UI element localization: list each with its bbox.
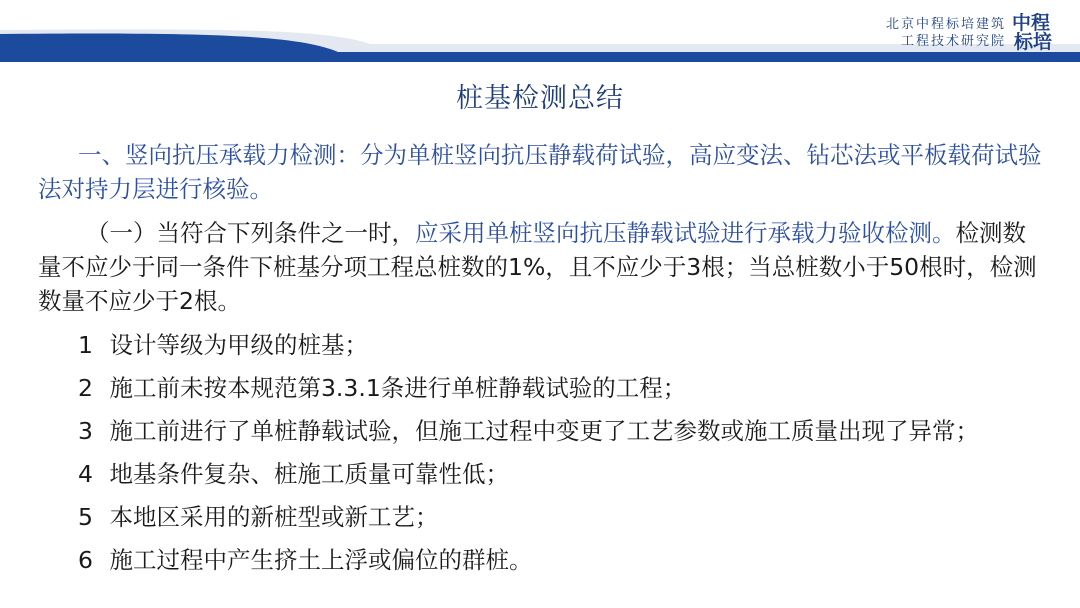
list-item-text: 施工过程中产生挤土上浮或偏位的群桩。 (109, 546, 533, 574)
slide-title: 桩基检测总结 (456, 83, 624, 114)
list-item-number: 2 (78, 374, 93, 402)
header-band (0, 0, 1080, 62)
list-item-number: 1 (78, 331, 93, 359)
list-item-text: 本地区采用的新桩型或新工艺； (109, 503, 439, 531)
org-name-line2: 工程技术研究院 (900, 34, 1006, 49)
list-item-text: 设计等级为甲级的桩基； (109, 331, 368, 359)
org-logo (1012, 14, 1052, 52)
list-item (78, 457, 1048, 491)
paragraph-conditions (38, 216, 1048, 318)
logo-text-bottom: 标培 (1014, 31, 1053, 53)
list-item-number: 3 (78, 417, 93, 445)
conditions-prefix: （一）当符合下列条件之一时， (86, 219, 415, 247)
list-item-number: 4 (78, 460, 93, 488)
list-item-text: 施工前进行了单桩静载试验，但施工过程中变更了工艺参数或施工质量出现了异常； (109, 417, 979, 445)
slide-content (38, 138, 1048, 586)
list-item (78, 328, 1048, 362)
conditions-rest: 检测数量不应少于同一条件下桩基分项工程总桩数的1%，且不应少于3根；当总桩数小于50根时，检测数量不应少于2根。 (38, 219, 1037, 315)
list-item (78, 371, 1048, 405)
list-item-text: 施工前未按本规范第3.3.1条进行单桩静载试验的工程； (109, 374, 687, 402)
org-block (886, 14, 1052, 52)
list-item (78, 414, 1048, 448)
list-item-text: 地基条件复杂、桩施工质量可靠性低； (109, 460, 509, 488)
list-item (78, 543, 1048, 577)
condition-list (78, 328, 1048, 577)
conditions-highlight: 应采用单桩竖向抗压静载试验进行承载力验收检测。 (415, 219, 956, 247)
list-item-number: 5 (78, 503, 93, 531)
logo-text-top: 中程 (1012, 12, 1051, 34)
org-name-line1: 北京中程标培建筑 (885, 17, 1006, 32)
list-item (78, 500, 1048, 534)
list-item-number: 6 (78, 546, 93, 574)
paragraph-vertical-compression: 一、竖向抗压承载力检测：分为单桩竖向抗压静载荷试验，高应变法、钻芯法或平板载荷试验法对持力层进行核验。 (38, 141, 1042, 203)
